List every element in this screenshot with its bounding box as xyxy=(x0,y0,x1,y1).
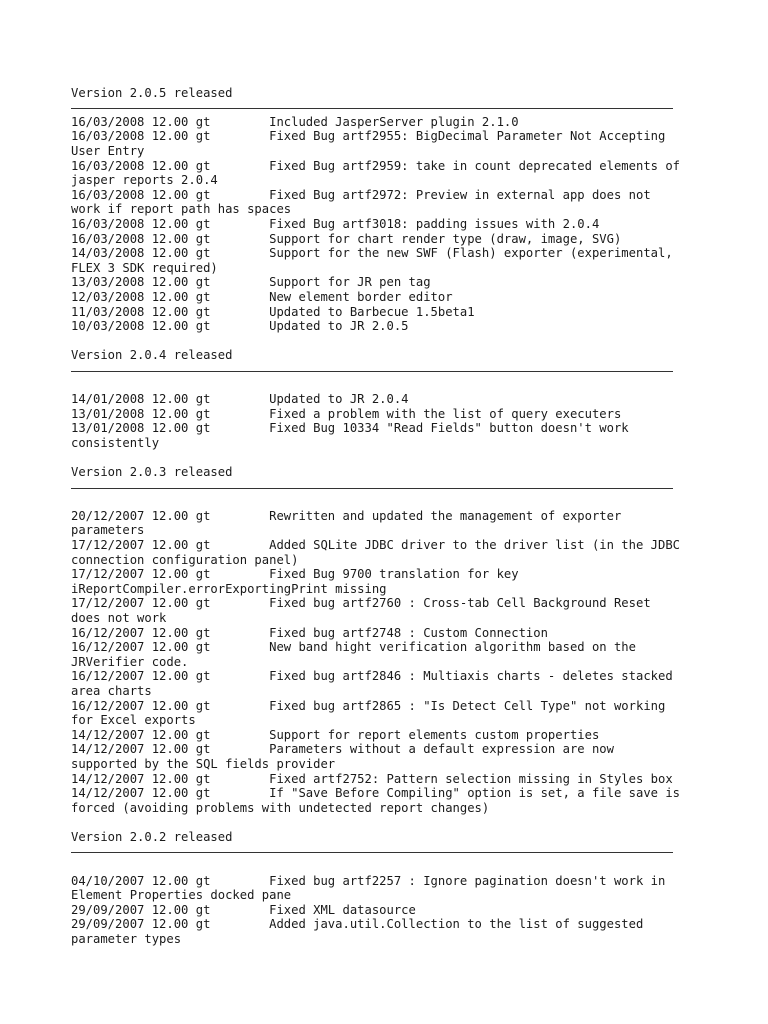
version-heading: Version 2.0.5 released xyxy=(71,85,233,100)
changelog-entry: 16/03/2008 12.00 gt Fixed Bug artf2959: take in count deprecated elements of xyxy=(71,158,681,173)
version-heading: Version 2.0.2 released xyxy=(71,829,233,844)
changelog-entry: 12/03/2008 12.00 gt New element border editor xyxy=(71,289,453,304)
changelog-entry-continuation: connection configuration panel) xyxy=(71,552,299,567)
changelog-entry-continuation: FLEX 3 SDK required) xyxy=(71,260,218,275)
changelog-entry-continuation: does not work xyxy=(71,610,167,625)
changelog-entry: 16/03/2008 12.00 gt Fixed Bug artf3018: padding issues with 2.0.4 xyxy=(71,216,600,231)
changelog-entry: 16/03/2008 12.00 gt Support for chart render type (draw, image, SVG) xyxy=(71,231,622,246)
changelog-entry-continuation: parameters xyxy=(71,523,145,538)
changelog-entry: 16/12/2007 12.00 gt Fixed bug artf2748 : Custom Connection xyxy=(71,625,548,640)
blank-line xyxy=(71,71,711,86)
changelog-entry: 04/10/2007 12.00 gt Fixed bug artf2257 : Ignore pagination doesn't work in xyxy=(71,873,666,888)
changelog-entry: 17/12/2007 12.00 gt Added SQLite JDBC driver to the driver list (in the JDBC xyxy=(71,538,681,552)
changelog-entry: 14/03/2008 12.00 gt Support for the new SWF (Flash) exporter (experimental, xyxy=(71,246,673,261)
changelog-entry: 14/12/2007 12.00 gt Parameters without a default expression are now xyxy=(71,742,614,757)
changelog-entry-continuation: JRVerifier code. xyxy=(71,654,189,669)
version-heading: Version 2.0.4 released xyxy=(71,348,233,363)
changelog-entry: 16/03/2008 12.00 gt Included JasperServer plugin 2.1.0 xyxy=(71,114,519,129)
changelog-entry-continuation: supported by the SQL fields provider xyxy=(71,756,336,771)
changelog-entry: 11/03/2008 12.00 gt Updated to Barbecue 1.5beta1 xyxy=(71,304,475,319)
changelog-entry: 14/12/2007 12.00 gt Support for report elements custom properties xyxy=(71,727,600,742)
changelog-entry: 29/09/2007 12.00 gt Fixed XML datasource xyxy=(71,902,416,917)
changelog-entry: 17/12/2007 12.00 gt Fixed bug artf2760 : Cross-tab Cell Background Reset xyxy=(71,596,651,611)
changelog-entry: 16/12/2007 12.00 gt Fixed bug artf2846 : Multiaxis charts - deletes stacked xyxy=(71,669,673,684)
changelog-entry: 14/01/2008 12.00 gt Updated to JR 2.0.4 xyxy=(71,392,409,407)
changelog-entry: 13/01/2008 12.00 gt Fixed a problem with the list of query executers xyxy=(71,406,622,421)
changelog-entry: 16/12/2007 12.00 gt Fixed bug artf2865 : "Is Detect Cell Type" not working xyxy=(71,698,666,713)
version-heading: Version 2.0.3 released xyxy=(71,465,233,480)
blank-line xyxy=(71,815,711,830)
changelog-entry-continuation: work if report path has spaces xyxy=(71,202,292,217)
changelog-entry-continuation: consistently xyxy=(71,435,160,450)
changelog-entry-continuation: forced (avoiding problems with undetected report changes) xyxy=(71,800,490,815)
blank-line xyxy=(71,334,711,349)
changelog-entry: 14/12/2007 12.00 gt Fixed artf2752: Pattern selection missing in Styles box xyxy=(71,771,673,786)
section-divider xyxy=(71,363,711,378)
blank-line xyxy=(71,494,711,509)
blank-line xyxy=(71,859,711,874)
changelog-entry: 14/12/2007 12.00 gt If "Save Before Compiling" option is set, a file save is xyxy=(71,786,681,801)
changelog-entry: 16/12/2007 12.00 gt New band hight verification algorithm based on the xyxy=(71,640,636,655)
changelog-entry-continuation: parameter types xyxy=(71,932,182,947)
changelog-entry: 13/01/2008 12.00 gt Fixed Bug 10334 "Read Fields" button doesn't work xyxy=(71,421,629,436)
changelog-entry: 16/03/2008 12.00 gt Fixed Bug artf2972: Preview in external app does not xyxy=(71,187,651,202)
section-divider xyxy=(71,844,711,859)
changelog-entry: 17/12/2007 12.00 gt Fixed Bug 9700 translation for key xyxy=(71,567,519,582)
blank-line xyxy=(71,450,711,465)
changelog-entry: 13/03/2008 12.00 gt Support for JR pen tag xyxy=(71,275,431,290)
section-divider xyxy=(71,480,711,495)
changelog-entry: 10/03/2008 12.00 gt Updated to JR 2.0.5 xyxy=(71,319,409,334)
changelog-entry-continuation: area charts xyxy=(71,683,152,698)
blank-line xyxy=(71,377,711,392)
changelog-entry-continuation: Element Properties docked pane xyxy=(71,888,292,903)
changelog-entry-continuation: for Excel exports xyxy=(71,713,196,728)
changelog-document xyxy=(71,71,711,947)
changelog-entry: 20/12/2007 12.00 gt Rewritten and updated the management of exporter xyxy=(71,508,622,523)
changelog-entry-continuation: iReportCompiler.errorExportingPrint missing xyxy=(71,581,387,596)
section-divider xyxy=(71,100,711,115)
changelog-entry-continuation: jasper reports 2.0.4 xyxy=(71,173,218,188)
changelog-entry: 29/09/2007 12.00 gt Added java.util.Collection to the list of suggested xyxy=(71,917,644,932)
changelog-entry-continuation: User Entry xyxy=(71,143,145,158)
changelog-entry: 16/03/2008 12.00 gt Fixed Bug artf2955: BigDecimal Parameter Not Accepting xyxy=(71,129,666,144)
